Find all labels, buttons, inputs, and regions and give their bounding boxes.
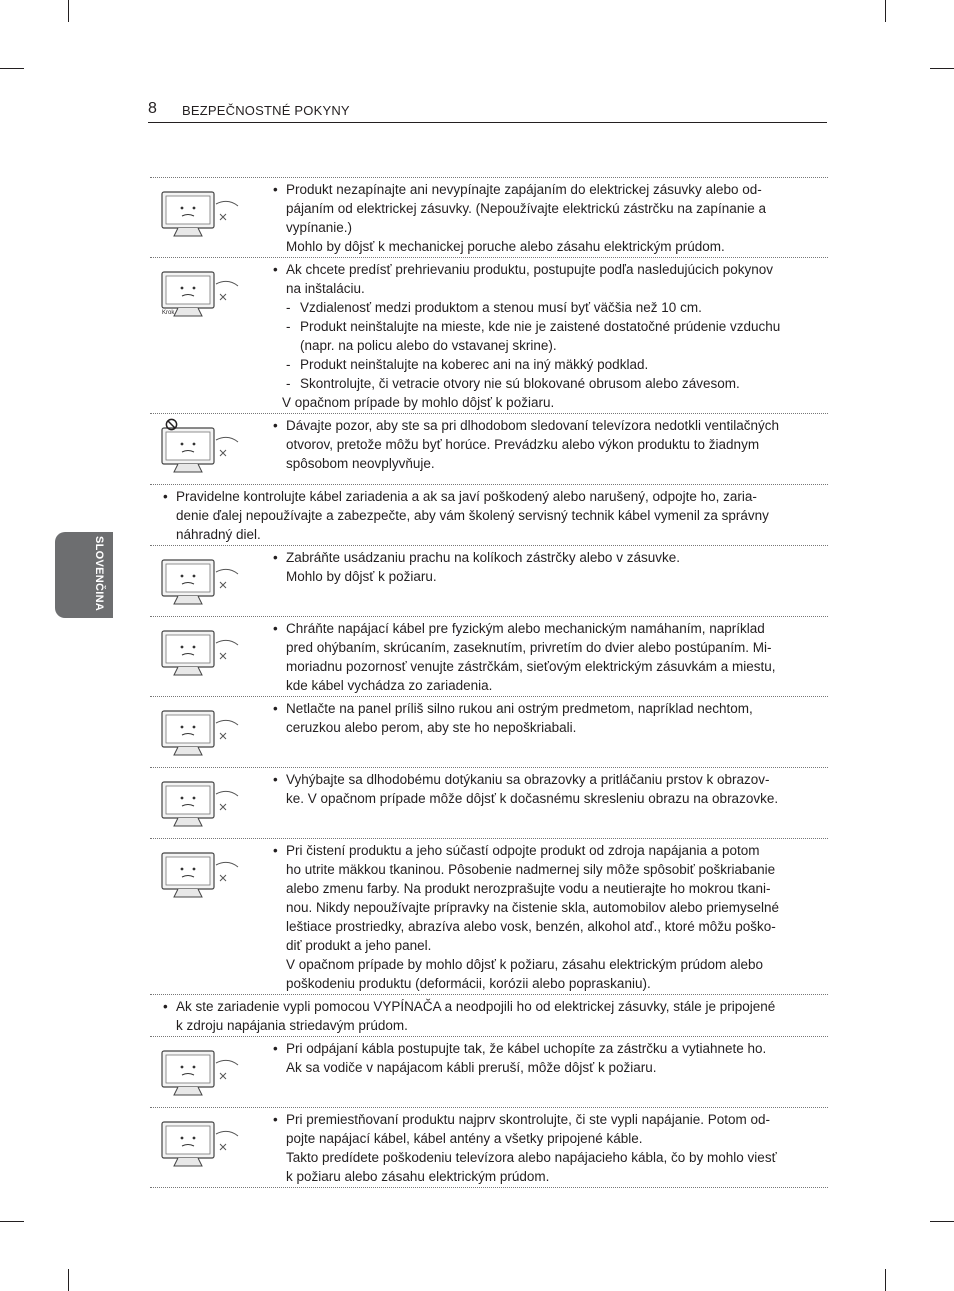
safety-item [150,838,828,994]
text-line: otvorov, pretože môžu byť horúce. Prevádzku alebo výkon produktu to žiadnym [286,437,760,452]
language-tab-label: SLOVENČINA [93,536,105,612]
page-number: 8 [148,100,157,117]
text-line: denie ďalej nepoužívajte a zabezpečte, aby vám školený servisný technik kábel vymenil za správny [176,508,769,523]
crop-mark [930,1221,954,1222]
crop-mark [885,1269,886,1291]
text-line: Mohlo by dôjsť k mechanickej poruche alebo zásahu elektrickým prúdom. [286,239,725,254]
text-line: moriadnu pozornosť venujte zástrčkám, sieťovým elektrickým zásuvkám a miestu, [286,659,776,674]
safety-text [160,997,828,1035]
crop-mark [0,1221,24,1222]
safety-item [150,696,828,767]
tv-illustration [154,623,246,683]
language-tab [55,532,113,618]
safety-item [150,1036,828,1107]
crop-mark [930,68,954,69]
text-line: (napr. na policu alebo do vstavanej skrine). [300,338,557,353]
text-line: ho utrite mäkkou tkaninou. Pôsobenie nadmernej sily môže spôsobiť poškriabanie [286,862,776,877]
text-line: nou. Nikdy nepoužívajte prípravky na čistenie skla, automobilov alebo priemyselné [286,900,780,915]
crop-mark [68,1269,69,1291]
crop-mark [68,0,69,22]
bullet-line: • Netlačte na panel príliš silno rukou ani ostrým predmetom, napríklad nechtom, [270,699,828,718]
tv-illustration [154,703,246,763]
text-line: k zdroju napájania striedavým prúdom. [176,1018,408,1033]
dash-line: - Produkt neinštalujte na koberec ani na iný mäkký podklad. [270,355,828,374]
text-line: spôsobom neovplyvňuje. [286,456,435,471]
safety-text [270,416,828,483]
bullet-line: • Ak ste zariadenie vypli pomocou VYPÍNAČA a neodpojili ho od elektrickej zásuvky, stále je pripojené [160,997,828,1016]
safety-item [150,1107,828,1188]
safety-text [270,699,828,766]
dash-line: - Produkt neinštalujte na mieste, kde nie je zaistené dostatočné prúdenie vzduchu [270,317,828,336]
text-line: kde kábel vychádza zo zariadenia. [286,678,493,693]
safety-text [270,260,828,412]
text-line: V opačnom prípade by mohlo dôjsť k požiaru. [282,395,555,410]
safety-text [270,180,828,256]
text-line: leštiace prostriedky, abrazíva alebo vosk, benzén, alkohol atď., ktoré môžu poško- [286,919,776,934]
tv-illustration [154,184,246,244]
crop-mark [0,68,24,69]
bullet-line: • Pravidelne kontrolujte kábel zariadenia a ak sa javí poškodený alebo narušený, odpojte ho, zaria- [160,487,828,506]
text-line: na inštaláciu. [286,281,365,296]
bullet-line: • Zabráňte usádzaniu prachu na kolíkoch zástrčky alebo v zásuvke. [270,548,828,567]
text-line: Ak sa vodiče v napájacom kábli preruší, môže dôjsť k požiaru. [286,1060,657,1075]
safety-list [150,177,828,1188]
text-line: vypínanie.) [286,220,353,235]
text-line: pájaním od elektrickej zásuvky. (Nepoužívajte elektrickú zástrčku na zapínanie a [286,201,766,216]
page-header [148,100,827,123]
text-line: ke. V opačnom prípade môže dôjsť k dočasnému skresleniu obrazu na obrazovke. [286,791,779,806]
safety-item [150,484,828,545]
bullet-line: • Pri odpájaní kábla postupujte tak, že kábel uchopíte za zástrčku a vytiahnete ho. [270,1039,828,1058]
safety-text [270,1110,828,1186]
safety-text [270,1039,828,1106]
bullet-line: • Chráňte napájací kábel pre fyzickým alebo mechanickým namáhaním, napríklad [270,619,828,638]
safety-item [150,177,828,257]
safety-item [150,257,828,413]
dash-line: - Skontrolujte, či vetracie otvory nie sú blokované obrusom alebo závesom. [270,374,828,393]
safety-text [270,770,828,837]
tv-illustration [154,552,246,612]
no-entry-icon [165,418,178,431]
safety-item [150,545,828,616]
tv-illustration [154,1114,246,1174]
text-line: poškodeniu produktu (deformácii, korózii alebo popraskaniu). [286,976,651,991]
crop-mark [885,0,886,22]
tv-illustration [154,774,246,834]
text-line: k požiaru alebo zásahu elektrickým prúdom. [286,1169,550,1184]
safety-item [150,994,828,1036]
tv-illustration [154,845,246,905]
safety-text [270,841,828,993]
bullet-line: • Produkt nezapínajte ani nevypínajte zapájaním do elektrickej zásuvky alebo od- [270,180,828,199]
section-title: BEZPEČNOSTNÉ POKYNY [182,103,350,118]
illustration-label: Krok [162,310,175,316]
text-line: pojte napájací kábel, kábel antény a všetky pripojené káble. [286,1131,643,1146]
safety-item [150,413,828,484]
safety-text [270,619,828,695]
text-line: náhradný diel. [176,527,261,542]
tv-illustration [154,1043,246,1103]
text-line: Mohlo by dôjsť k požiaru. [286,569,437,584]
text-line: ceruzkou alebo perom, aby ste ho nepoškriabali. [286,720,577,735]
safety-text [160,487,828,544]
text-line: alebo zmenu farby. Na produkt nerozprašujte vodu a neutierajte ho mokrou tkani- [286,881,771,896]
safety-item [150,767,828,838]
bullet-line: • Ak chcete predísť prehrievaniu produktu, postupujte podľa nasledujúcich pokynov [270,260,828,279]
text-line: pred ohýbaním, skrúcaním, zaseknutím, privretím do dvier alebo postúpaním. Mi- [286,640,772,655]
safety-text [270,548,828,615]
text-line: V opačnom prípade by mohlo dôjsť k požiaru, zásahu elektrickým prúdom alebo [286,957,764,972]
safety-item [150,616,828,696]
bullet-line: • Dávajte pozor, aby ste sa pri dlhodobom sledovaní televízora nedotkli ventilačných [270,416,828,435]
dash-line: - Vzdialenosť medzi produktom a stenou musí byť väčšia než 10 cm. [270,298,828,317]
bullet-line: • Pri premiestňovaní produktu najprv skontrolujte, či ste vypli napájanie. Potom od- [270,1110,828,1129]
text-line: Takto predídete poškodeniu televízora alebo napájacieho kábla, čo by mohlo viesť [286,1150,777,1165]
bullet-line: • Vyhýbajte sa dlhodobému dotýkaniu sa obrazovky a pritláčaniu prstov k obrazov- [270,770,828,789]
bullet-line: • Pri čistení produktu a jeho súčastí odpojte produkt od zdroja napájania a potom [270,841,828,860]
text-line: diť produkt a jeho panel. [286,938,432,953]
